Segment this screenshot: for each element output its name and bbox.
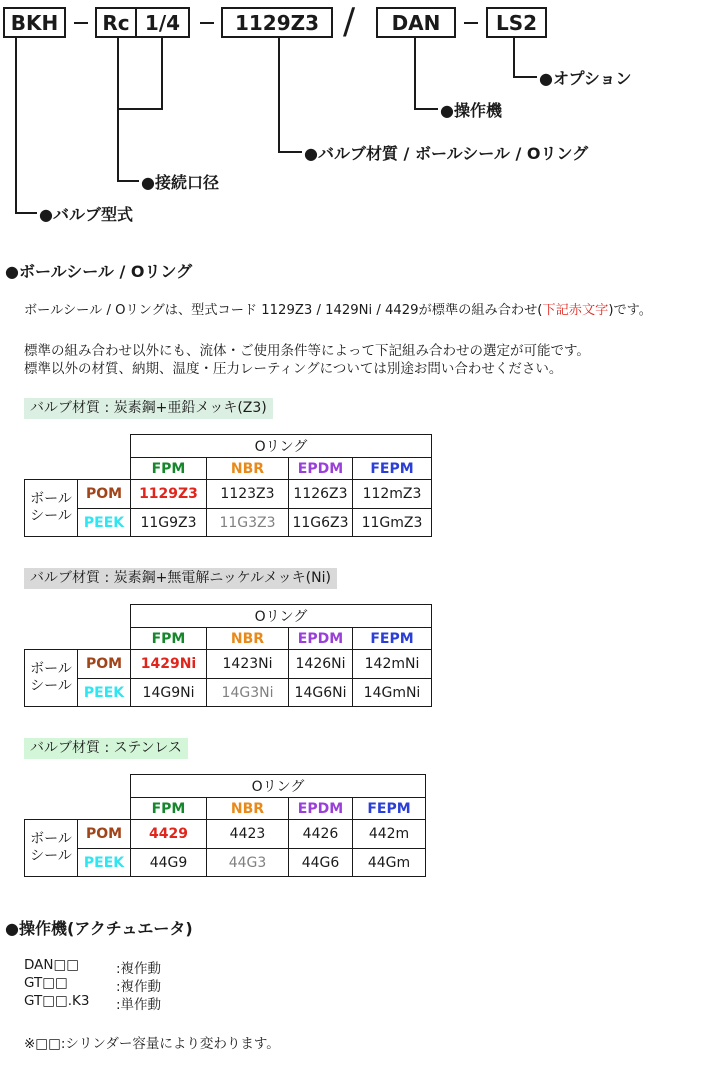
- actuator-desc: :複作動: [116, 979, 162, 995]
- column-header-epdm: EPDM: [288, 797, 352, 819]
- oring-header: Oリング: [130, 604, 432, 627]
- leader-line-connection: [161, 38, 163, 110]
- leader-line-connection: [117, 108, 163, 110]
- row-group-label: [24, 479, 77, 537]
- callout-actuator: ●操作機: [440, 101, 502, 120]
- table-cell: 11G9Z3: [130, 508, 206, 537]
- row-group-label-line: ボール: [30, 661, 72, 677]
- row-group-label: [24, 649, 77, 707]
- material-band-nickel: バルブ材質 : 炭素鋼+無電解ニッケルメッキ(Ni): [24, 568, 337, 589]
- table-cell: 442m: [352, 819, 426, 848]
- table-cell: 44G3: [206, 848, 288, 877]
- table-cell: 4429: [130, 819, 206, 848]
- actuator-desc: :単作動: [116, 997, 162, 1013]
- table-cell: 1126Z3: [288, 479, 352, 508]
- actuator-desc: :複作動: [116, 961, 162, 977]
- row-label-pom: POM: [77, 819, 130, 848]
- column-header-epdm: EPDM: [288, 627, 352, 649]
- leader-line-connection: [117, 38, 119, 182]
- table-cell: 1423Ni: [206, 649, 288, 678]
- table-cell: 11G6Z3: [288, 508, 352, 537]
- actuator-code: GT□□: [24, 975, 68, 991]
- table-cell: 44Gm: [352, 848, 426, 877]
- row-group-label-line: シール: [30, 848, 72, 864]
- callout-material: ●バルブ材質 / ボールシール / Oリング: [304, 144, 589, 163]
- table-cell: 112mZ3: [352, 479, 432, 508]
- column-header-nbr: NBR: [206, 627, 288, 649]
- code-hyphen: [200, 22, 214, 24]
- callout-connection: ●接続口径: [141, 173, 219, 192]
- leader-line-connection: [117, 180, 139, 182]
- code-hyphen: [464, 22, 478, 24]
- column-header-fpm: FPM: [130, 627, 206, 649]
- table-cell: 14G9Ni: [130, 678, 206, 707]
- leader-line-option: [513, 76, 537, 78]
- table-cell: 1129Z3: [130, 479, 206, 508]
- row-group-label-line: シール: [30, 678, 72, 694]
- table-cell: 1123Z3: [206, 479, 288, 508]
- row-group-label: [24, 819, 77, 877]
- table-cell: 44G6: [288, 848, 352, 877]
- oring-header: Oリング: [130, 774, 426, 797]
- code-hyphen: [74, 22, 88, 24]
- table-cell: 4426: [288, 819, 352, 848]
- column-header-fpm: FPM: [130, 797, 206, 819]
- code-box-size: 1/4: [137, 7, 190, 38]
- code-box-series: BKH: [3, 7, 66, 38]
- column-header-nbr: NBR: [206, 797, 288, 819]
- material-band-zinc: バルブ材質 : 炭素鋼+亜鉛メッキ(Z3): [24, 398, 273, 419]
- table-cell: 44G9: [130, 848, 206, 877]
- actuator-code: GT□□.K3: [24, 993, 90, 1009]
- row-label-pom: POM: [77, 479, 130, 508]
- actuator-code: DAN□□: [24, 957, 80, 973]
- table-cell: 142mNi: [352, 649, 432, 678]
- column-header-fepm: FEPM: [352, 797, 426, 819]
- column-header-nbr: NBR: [206, 457, 288, 479]
- code-box-actuator: DAN: [376, 7, 456, 38]
- seal-description-text: )です。: [608, 303, 652, 318]
- red-text-note: 下記赤文字: [542, 303, 609, 318]
- seal-description-line2: 標準の組み合わせ以外にも、流体・ご使用条件等によって下記組み合わせの選定が可能です。: [24, 343, 590, 359]
- section-title-actuator: ●操作機(アクチュエータ): [5, 919, 193, 938]
- code-box-thread: Rc: [95, 7, 137, 38]
- table-cell: 14G6Ni: [288, 678, 352, 707]
- column-header-fpm: FPM: [130, 457, 206, 479]
- leader-line-material: [278, 151, 302, 153]
- row-group-label-line: ボール: [30, 831, 72, 847]
- table-cell: 4423: [206, 819, 288, 848]
- table-cell: 11GmZ3: [352, 508, 432, 537]
- callout-valve-type: ●バルブ型式: [39, 205, 133, 224]
- column-header-fepm: FEPM: [352, 457, 432, 479]
- callout-option: ●オプション: [539, 69, 632, 88]
- code-box-option: LS2: [486, 7, 547, 38]
- leader-line-actuator: [414, 108, 438, 110]
- row-label-peek: PEEK: [77, 508, 130, 537]
- code-slash: /: [343, 1, 356, 42]
- table-cell: 14GmNi: [352, 678, 432, 707]
- column-header-fepm: FEPM: [352, 627, 432, 649]
- seal-description-text: ボールシール / Oリングは、型式コード 1129Z3 / 1429Ni / 4429が標準の組み合わせ(: [24, 303, 543, 318]
- row-label-pom: POM: [77, 649, 130, 678]
- oring-header: Oリング: [130, 434, 432, 457]
- code-box-material: 1129Z3: [221, 7, 333, 38]
- leader-line-valve-type: [15, 38, 17, 214]
- row-label-peek: PEEK: [77, 678, 130, 707]
- section-title-seal: ●ボールシール / Oリング: [5, 262, 193, 281]
- column-header-epdm: EPDM: [288, 457, 352, 479]
- table-cell: 1429Ni: [130, 649, 206, 678]
- row-group-label-line: ボール: [30, 491, 72, 507]
- leader-line-actuator: [414, 38, 416, 110]
- table-cell: 14G3Ni: [206, 678, 288, 707]
- seal-description-line3: 標準以外の材質、納期、温度・圧力レーティングについては別途お問い合わせください。: [24, 361, 563, 377]
- table-cell: 1426Ni: [288, 649, 352, 678]
- row-label-peek: PEEK: [77, 848, 130, 877]
- leader-line-valve-type: [15, 212, 37, 214]
- actuator-note: ※□□:シリンダー容量により変わります。: [24, 1036, 280, 1052]
- seal-description-line1: [24, 299, 652, 318]
- leader-line-option: [513, 38, 515, 78]
- row-group-label-line: シール: [30, 508, 72, 524]
- table-cell: 11G3Z3: [206, 508, 288, 537]
- leader-line-material: [278, 38, 280, 153]
- material-band-stainless: バルブ材質 : ステンレス: [24, 738, 188, 759]
